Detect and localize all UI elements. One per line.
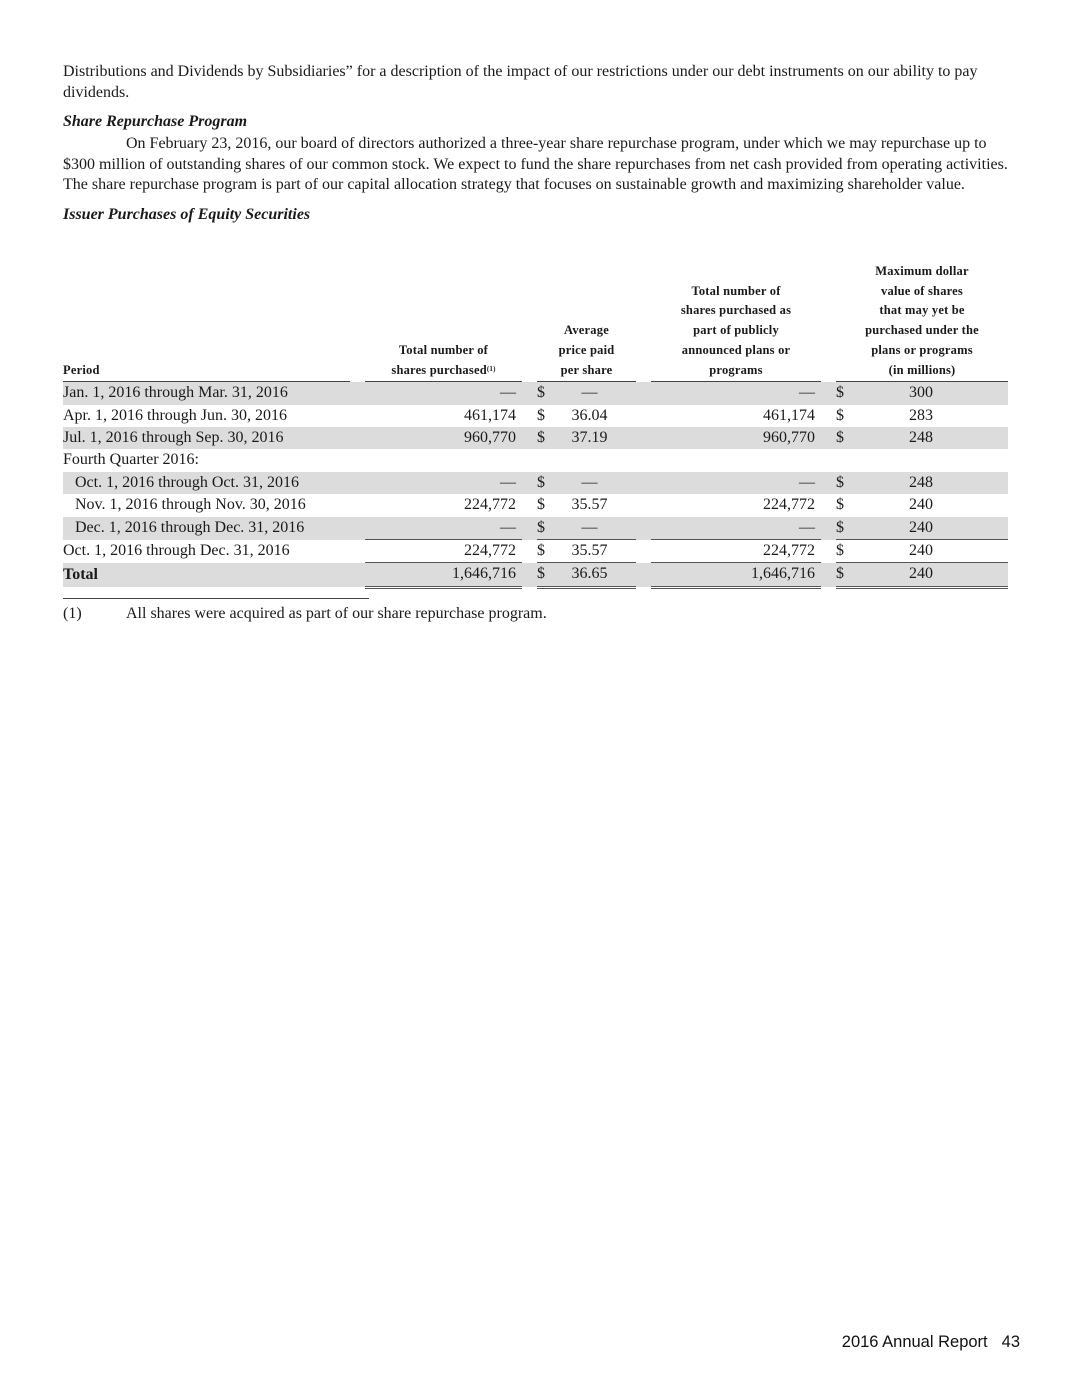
table-row-total: Total 1,646,716 $ 36.65 1,646,716 $ 240 — [63, 563, 1008, 587]
intro-paragraph: Distributions and Dividends by Subsidiaries” for a description of the impact of our restrictions under our debt instruments on our ability to pay dividends. — [63, 63, 978, 101]
footnote-mark: (1) — [63, 605, 82, 622]
header-maximum-dollar-value: Maximum dollar value of shares that may yet be purchased under the plans or programs (in millions) — [836, 262, 1008, 382]
header-period: Period — [63, 262, 350, 382]
header-total-shares: Total number of shares purchased$^{(1)}$ — [365, 262, 522, 382]
table-header-row — [63, 262, 1008, 382]
issuer-purchases-table — [63, 262, 1008, 589]
header-average-price: Average price paid per share — [537, 262, 636, 382]
footnote — [63, 604, 547, 624]
table-row-quarter-subtotal: Oct. 1, 2016 through Dec. 31, 2016 224,772 $ 35.57 224,772 $ 240 — [63, 540, 1008, 563]
table-row: Jan. 1, 2016 through Mar. 31, 2016 — $ — — $ 300 — [63, 382, 1008, 405]
share-repurchase-paragraph: On February 23, 2016, our board of directors authorized a three-year share repurchase program, under which we may repurchase up to $300 million of outstanding shares of our common stock. We expect to fund the share repurchases from net cash provided from operating activities. The share repurchase program is part of our capital allocation strategy that focuses on sustainable growth and maximizing shareholder value. — [63, 135, 1008, 193]
table-row: Nov. 1, 2016 through Nov. 30, 2016 224,772 $ 35.57 224,772 $ 240 — [75, 496, 934, 514]
header-shares-under-plans: Total number of shares purchased as part of publicly announced plans or programs — [651, 262, 821, 382]
footnote-text: All shares were acquired as part of our share repurchase program. — [126, 605, 547, 622]
page-number: 43 — [1001, 1333, 1020, 1351]
table-row: Apr. 1, 2016 through Jun. 30, 2016 461,174 $ 36.04 461,174 $ 283 — [63, 406, 934, 424]
table-row: Dec. 1, 2016 through Dec. 31, 2016 — $ — — $ 240 — [63, 517, 1008, 540]
page-footer — [842, 1333, 1020, 1352]
footer-report-title: 2016 Annual Report — [841, 1333, 988, 1351]
table-row: Jul. 1, 2016 through Sep. 30, 2016 960,770 $ 37.19 960,770 $ 248 — [63, 427, 1008, 449]
document-page — [63, 62, 1009, 622]
table-row-group-label: Fourth Quarter 2016: — [63, 451, 199, 469]
footnote-divider — [63, 598, 369, 599]
table-row: Oct. 1, 2016 through Oct. 31, 2016 — $ — — $ 248 — [63, 472, 1008, 494]
section-heading-share-repurchase: Share Repurchase Program — [63, 113, 248, 130]
section-heading-issuer-purchases: Issuer Purchases of Equity Securities — [63, 205, 311, 223]
